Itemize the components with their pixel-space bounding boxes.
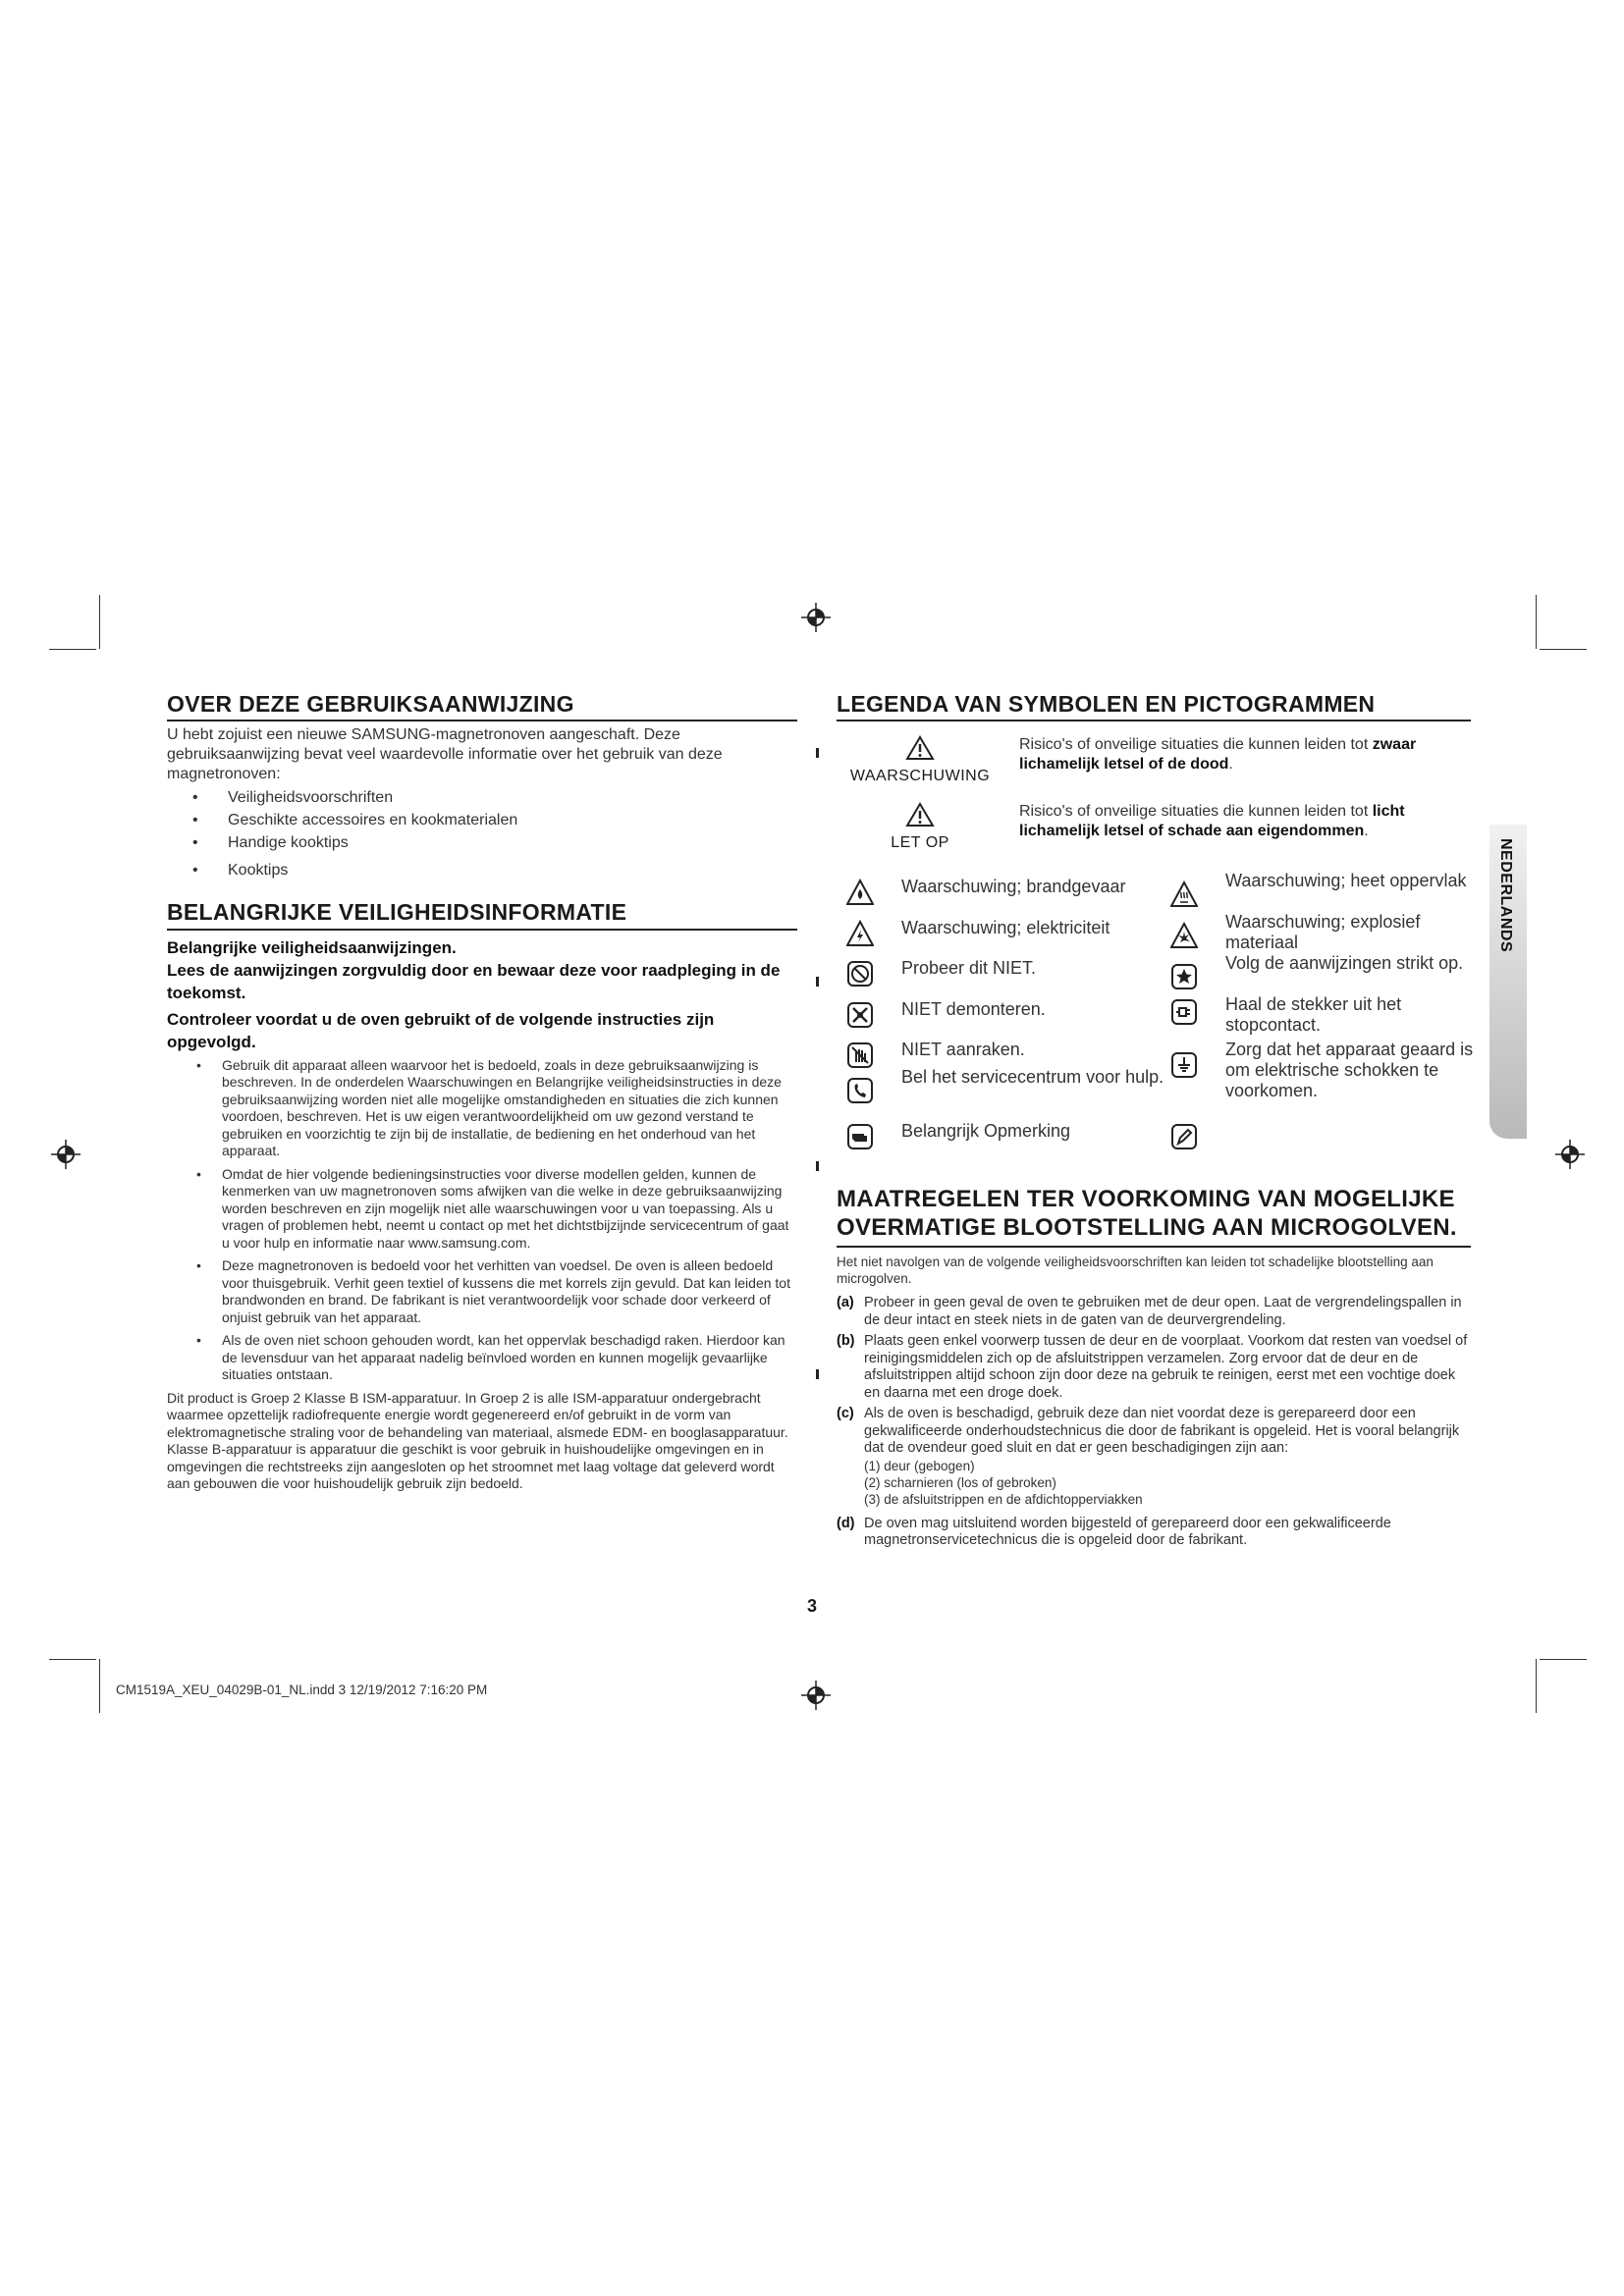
sub-item: (3) de afsluitstrippen en de afdichtopperviakken [864, 1491, 1143, 1507]
follow-instructions-icon [1170, 963, 1198, 990]
safety-bullet-list [167, 1057, 797, 1384]
legend-warning-row [837, 735, 1471, 800]
list-item: • Handige kooktips [167, 831, 797, 854]
language-side-tab: NEDERLANDS [1489, 825, 1527, 1139]
list-item: • Als de oven niet schoon gehouden wordt, kan het oppervlak beschadigd raken. Hierdoor kan de levensduur van het apparaat nadelig beïnvloed worden en kunnen mogelijk gevaarlijke situaties ontstaan. [167, 1332, 797, 1384]
section-title-microwave-precautions: MAATREGELEN TER VOORKOMING VAN MOGELIJKE OVERMATIGE BLOOTSTELLING AAN MICROGOLVEN. [837, 1186, 1471, 1248]
safety-heading-1: Belangrijke veiligheidsaanwijzingen. [167, 937, 457, 957]
warning-description: Risico's of onveilige situaties die kunnen leiden tot zwaar lichamelijk letsel of de dood. [1019, 736, 1417, 774]
page-number: 3 [807, 1596, 818, 1616]
registration-mark-icon [801, 603, 831, 632]
pictogram-item [1170, 1121, 1494, 1160]
ism-paragraph-1: Dit product is Groep 2 Klasse B ISM-apparatuur. In Groep 2 is alle ISM-apparatuur ondergebracht waarmee opzettelijk radiofrequente energie wordt gegenereerd en/of gebruikt in de vorm van elektromagnetische straling voor de behandeling van materiaal, alsmede EDM- en booglasapparatuur. [167, 1389, 788, 1440]
crop-mark [99, 595, 100, 649]
section-title-about-manual: OVER DEZE GEBRUIKSAANWIJZING [167, 691, 797, 721]
note-pen-icon [1170, 1123, 1198, 1150]
crop-mark [1536, 595, 1537, 649]
legend-caution-row [837, 802, 1471, 867]
no-touch-icon [846, 1041, 874, 1069]
column-separator [816, 1369, 819, 1379]
phone-icon [846, 1077, 874, 1104]
no-disassemble-icon [846, 1001, 874, 1029]
pictogram-item: NIET aanraken. [846, 1040, 1170, 1079]
caution-description: Risico's of onveilige situaties die kunnen leiden tot licht lichamelijk letsel of schade aan eigendommen. [1019, 803, 1405, 840]
about-intro: U hebt zojuist een nieuwe SAMSUNG-magnetronoven aangeschaft. Deze gebruiksaanwijzing bevat veel waardevolle informatie over het gebruik van deze magnetronoven: [167, 726, 723, 783]
crop-mark [1540, 1659, 1587, 1660]
column-separator [816, 748, 819, 758]
column-separator [816, 1161, 819, 1171]
left-column [167, 691, 797, 1493]
list-item: • Gebruik dit apparaat alleen waarvoor het is bedoeld, zoals in deze gebruiksaanwijzing is beschreven. In de onderdelen Waarschuwingen en Belangrijke veiligheidsinstructies in deze gebruiksaanwijzing worden niet alle mogelijke omstandigheden en situaties die zich kunnen voordoen, beschreven. Het is uw eigen verantwoordelijkheid om uw gezond verstand te gebruiken en voorzichtig te zijn bij de installatie, de bediening en het onderhoud van het apparaat. [167, 1057, 797, 1160]
registration-mark-icon [51, 1140, 81, 1169]
column-separator [816, 977, 819, 987]
note-hand-icon [846, 1123, 874, 1150]
safety-heading-3: Controleer voordat u de oven gebruikt of de volgende instructies zijn opgevolgd. [167, 1009, 715, 1051]
hot-surface-icon [1170, 881, 1198, 908]
unplug-icon [1170, 998, 1198, 1026]
crop-mark [99, 1659, 100, 1713]
print-slug: CM1519A_XEU_04029B-01_NL.indd 3 12/19/2012 7:16:20 PM [116, 1682, 488, 1697]
pictogram-item: Haal de stekker uit het stopcontact. [1170, 994, 1494, 1034]
sub-item: (2) scharnieren (los of gebroken) [864, 1474, 1056, 1490]
crop-mark [1536, 1659, 1537, 1713]
warning-label: WAARSCHUWING [849, 768, 991, 785]
precaution-item: (a) Probeer in geen geval de oven te gebruiken met de deur open. Laat de vergrendelingspallen in de deur intact en steek niets in de gaten van de deurvergrendeling. [837, 1295, 1462, 1328]
list-item: • Omdat de hier volgende bedieningsinstructies voor diverse modellen gelden, kunnen de kenmerken van uw magnetronoven soms afwijken van die welke in deze gebruiksaanwijzing worden beschreven en zijn mogelijk niet alle waarschuwingen voor u van toepassing. Als u vragen of problemen hebt, neemt u contact op met het dichtstbijzijnde servicecentrum of gaat u voor hulp en informatie naar www.samsung.com. [167, 1166, 797, 1253]
crop-mark [49, 649, 96, 650]
list-item: • Geschikte accessoires en kookmaterialen [167, 809, 797, 831]
pictogram-item: Waarschuwing; heet oppervlak [1170, 871, 1494, 910]
precaution-item: (d) De oven mag uitsluitend worden bijgesteld of gerepareerd door een gekwalificeerde magnetronservicetechnicus die is opgeleid door de fabrikant. [837, 1515, 1391, 1549]
pictogram-item: Zorg dat het apparaat geaard is om elektrische schokken te voorkomen. [1170, 1040, 1494, 1098]
ism-paragraph-2: Klasse B-apparatuur is apparatuur die geschikt is voor gebruik in huishoudelijke omgevingen en in omgevingen die rechtstreeks zijn aangesloten op het stroomnet met laag voltage dat geleverd wordt aan gebouwen die voor huishoudelijk gebruik zijn bedoeld. [167, 1441, 775, 1492]
about-bullet-list [167, 786, 797, 881]
prohibited-icon [846, 960, 874, 988]
precautions-intro: Het niet navolgen van de volgende veiligheidsvoorschriften kan leiden tot schadelijke blootstelling aan microgolven. [837, 1255, 1434, 1287]
pictogram-item: Bel het servicecentrum voor hulp. [846, 1067, 1170, 1114]
safety-heading-2: Lees de aanwijzingen zorgvuldig door en bewaar deze voor raadpleging in de toekomst. [167, 960, 781, 1002]
pictogram-item: NIET demonteren. [846, 999, 1170, 1039]
pictogram-item: Probeer dit NIET. [846, 958, 1170, 997]
caution-label: LET OP [891, 834, 949, 852]
right-column [837, 691, 1474, 1550]
warning-triangle-icon [905, 735, 935, 761]
ground-icon [1170, 1051, 1198, 1079]
section-title-safety-info: BELANGRIJKE VEILIGHEIDSINFORMATIE [167, 899, 797, 930]
pictogram-item: Waarschuwing; brandgevaar [846, 877, 1170, 916]
sub-item: (1) deur (gebogen) [864, 1458, 975, 1473]
crop-mark [49, 1659, 96, 1660]
list-item: • Deze magnetronoven is bedoeld voor het verhitten van voedsel. De oven is alleen bedoeld voor thuisgebruik. Verhit geen textiel of kussens die met korrels zijn gevuld. Dat kan leiden tot brandwonden en brand. De fabrikant is niet verantwoordelijk voor schade door verkeerd of onjuist gebruik van het apparaat. [167, 1257, 797, 1326]
pictogram-grid [837, 871, 1474, 1160]
pictogram-item: Waarschuwing; elektriciteit [846, 918, 1170, 957]
crop-mark [1540, 649, 1587, 650]
list-item: • Kooktips [167, 859, 797, 881]
pictogram-item: Volg de aanwijzingen strikt op. [1170, 953, 1494, 992]
fire-warning-icon [846, 879, 874, 906]
list-item: • Veiligheidsvoorschriften [167, 786, 797, 809]
pictogram-item: Waarschuwing; explosief materiaal [1170, 912, 1494, 951]
precaution-item: (b) Plaats geen enkel voorwerp tussen de deur en de voorplaat. Voorkom dat resten van voedsel of reinigingsmiddelen zich op de afsluitstrippen verzamelen. Zorg ervoor dat de deur en de afsluitstrippen altijd schoon zijn door deze na gebruik te reinigen, eerst met een vochtige doek en daarna met een droge doek. [837, 1333, 1468, 1401]
registration-mark-icon [801, 1681, 831, 1710]
precaution-item: (c) Als de oven is beschadigd, gebruik deze dan niet voordat deze is gerepareerd door een gekwalificeerde onderhoudstechnicus die door de fabrikant is opgeleid. Het is vooral belangrijk dat de ovendeur goed sluit en dat er geen beschadigingen zijn aan: (1) deur (gebogen) (2) scharnieren (los of gebroken) (3) de afsluitstrippen en de afdichtopperviakken [837, 1406, 1471, 1508]
registration-mark-icon [1555, 1140, 1585, 1169]
section-title-legend: LEGENDA VAN SYMBOLEN EN PICTOGRAMMEN [837, 691, 1471, 721]
electric-warning-icon [846, 920, 874, 947]
caution-triangle-icon [905, 802, 935, 828]
pictogram-item: Belangrijk Opmerking [846, 1121, 1170, 1160]
explosive-icon [1170, 922, 1198, 949]
